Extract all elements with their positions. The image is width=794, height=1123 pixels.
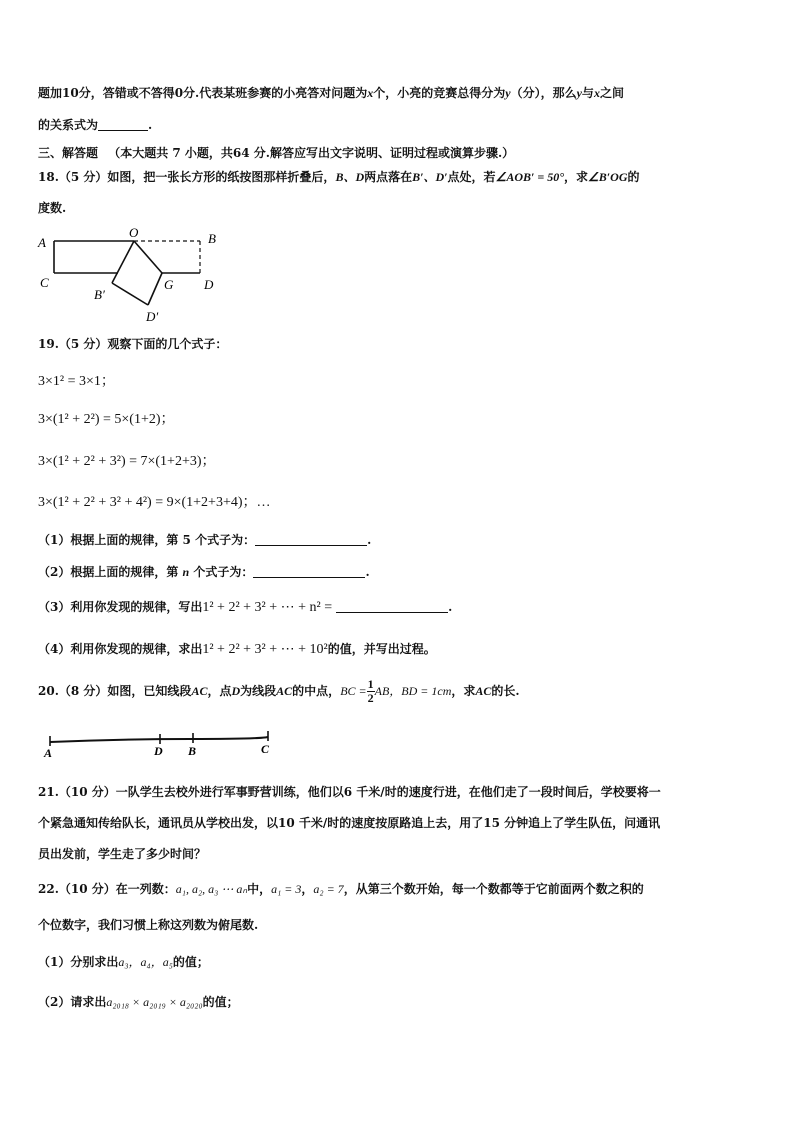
text-fragment: 的值； — [202, 995, 239, 1009]
label-A: A — [38, 235, 46, 250]
text-fragment: （4）利用你发现的规律，求出 — [38, 642, 203, 656]
math-inline: B′、D′ — [412, 170, 448, 184]
text-fragment: 的长. — [491, 684, 520, 698]
text-fragment: （1）分别求出 — [38, 955, 119, 969]
question-number: 18. — [38, 170, 59, 184]
text-fragment: 员出发前，学生走了多少时间？ — [38, 847, 207, 861]
var-y: y — [505, 86, 511, 100]
edge-OB-prime — [112, 241, 134, 283]
prev-question-line2 — [38, 116, 758, 133]
section-desc: （本大题共 7 小题，共64 分.解答应写出文字说明、证明过程或演算步骤.） — [108, 146, 515, 160]
text-fragment: 观察下面的几个式子： — [107, 337, 228, 351]
question-score: （5 分） — [58, 337, 108, 351]
q19-line1 — [38, 335, 758, 352]
label-B: B — [188, 744, 197, 758]
text-fragment: 如图，把一张长方形的纸按图那样折叠后， — [107, 170, 336, 184]
text-fragment: 的中点， — [292, 684, 341, 698]
question-score: （10 分） — [58, 882, 116, 896]
question-number: 19. — [38, 337, 59, 351]
q19-eq3 — [38, 450, 758, 470]
math-inline: ∠B′OG — [588, 170, 628, 184]
text-fragment: （3）利用你发现的规律，写出 — [38, 600, 203, 614]
segment-AC — [50, 737, 268, 742]
label-B: B — [208, 231, 216, 246]
math-inline: 1² + 2² + 3² + ⋯ + n² = — [202, 600, 333, 615]
q18-line1 — [38, 168, 758, 185]
text-fragment: ，求 — [451, 684, 476, 698]
q19-part3 — [38, 598, 758, 616]
label-D: D — [154, 744, 163, 758]
label-C: C — [40, 275, 49, 290]
text-fragment: 的关系式为 — [38, 118, 99, 132]
q22-line2 — [38, 916, 758, 933]
fraction-denominator: 2 — [367, 691, 374, 705]
text-fragment: 的值； — [172, 955, 209, 969]
fraction-numerator: 1 — [367, 677, 374, 691]
label-D: D — [204, 277, 214, 292]
math-inline: AB — [374, 684, 390, 698]
section-heading — [38, 144, 758, 161]
text-fragment: 度数. — [38, 201, 67, 215]
text-fragment: ，点 — [207, 684, 232, 698]
label-G: G — [164, 277, 174, 292]
text-fragment: （分），那么 — [510, 86, 577, 100]
q22-part2 — [38, 993, 758, 1010]
q22-part1 — [38, 953, 758, 970]
text-fragment: . — [367, 533, 372, 547]
equation: 3×1² = 3×1； — [38, 374, 115, 389]
label-C: C — [261, 742, 270, 756]
math-inline: a₁ = 3 — [271, 882, 302, 896]
question-score: （5 分） — [58, 170, 108, 184]
label-D-prime: D′ — [146, 309, 159, 324]
text-fragment: ，从第三个数开始，每一个数都等于它前面两个数之积的 — [343, 882, 644, 896]
math-inline: ∠AOB′ = 50° — [495, 170, 565, 184]
section-title: 三、解答题 — [38, 146, 99, 160]
math-inline: a₂₀₁₈ × a₂₀₁₉ × a₂₀₂₀ — [106, 995, 203, 1009]
math-inline: BC = — [340, 684, 367, 698]
prev-question-line1 — [38, 84, 758, 101]
question-number: 22. — [38, 882, 59, 896]
text-fragment: （2）请求出 — [38, 995, 107, 1009]
fraction-one-half — [367, 678, 375, 705]
text-fragment: 为线段 — [240, 684, 277, 698]
text-fragment: 点处，若 — [447, 170, 496, 184]
answer-blank[interactable] — [253, 565, 365, 578]
math-inline: B、D — [335, 170, 365, 184]
q19-eq4 — [38, 491, 758, 511]
var-n: n — [182, 565, 190, 579]
text-fragment: ，求 — [564, 170, 589, 184]
edge-OG — [134, 241, 162, 273]
text-fragment: 个式子为： — [193, 565, 254, 579]
math-inline: AC — [191, 684, 208, 698]
text-fragment: 个紧急通知传给队长，通讯员从学校出发，以10 千米/时的速度按原路追上去，用了15 分钟追上了学生队伍，问通讯 — [38, 816, 661, 830]
text-fragment: （2）根据上面的规律，第 — [38, 565, 179, 579]
answer-blank[interactable] — [255, 533, 367, 546]
label-O: O — [129, 225, 139, 240]
q20-line1 — [38, 678, 758, 705]
text-fragment: 中， — [247, 882, 272, 896]
q22-line1 — [38, 880, 758, 897]
math-inline: D — [231, 684, 241, 698]
q19-part4 — [38, 640, 758, 658]
equation: 3×(1² + 2² + 3²) = 7×(1+2+3)； — [38, 454, 216, 469]
math-inline: a₁, a₂, a₃ ⋯ aₙ — [175, 882, 248, 896]
label-B-prime: B′ — [94, 287, 105, 302]
math-inline: a₂ = 7 — [313, 882, 344, 896]
math-inline: 1² + 2² + 3² + ⋯ + 10² — [202, 642, 328, 657]
equation: 3×(1² + 2²) = 5×(1+2)； — [38, 412, 175, 427]
var-y: y — [576, 86, 582, 100]
fold-figure — [30, 225, 230, 325]
q19-part1 — [38, 531, 758, 548]
q18-line2 — [38, 199, 758, 216]
math-inline: a₃，a₄，a₅ — [118, 955, 173, 969]
q21-line3 — [38, 845, 758, 862]
text-fragment: 的 — [627, 170, 640, 184]
text-fragment: 题加10分，答错或不答得0分.代表某班参赛的小亮答对问题为 — [38, 86, 368, 100]
text-fragment: . — [365, 565, 370, 579]
segment-figure — [40, 728, 280, 760]
text-fragment: 的值，并写出过程。 — [327, 642, 436, 656]
answer-blank[interactable] — [98, 118, 148, 131]
math-inline: AC — [475, 684, 492, 698]
math-inline: ，BD = 1cm — [389, 684, 452, 698]
text-fragment: （1）根据上面的规律，第 — [38, 533, 179, 547]
q19-eq1 — [38, 370, 758, 390]
text-fragment: 个式子为： — [195, 533, 256, 547]
var-x: x — [593, 86, 600, 100]
text-fragment: ， — [301, 882, 314, 896]
text-fragment: 个位数字，我们习惯上称这列数为俯尾数. — [38, 918, 259, 932]
math-inline: AC — [276, 684, 293, 698]
text-fragment: . — [448, 600, 453, 614]
edge-D-prime-G — [148, 273, 162, 305]
text-fragment: . — [148, 118, 153, 132]
label-A: A — [44, 746, 53, 760]
text-fragment: 在一列数： — [115, 882, 176, 896]
text-fragment: 之间 — [599, 86, 624, 100]
q19-eq2 — [38, 408, 758, 428]
answer-blank[interactable] — [336, 600, 448, 613]
text-fragment: 如图，已知线段 — [107, 684, 192, 698]
edge-B-prime-D-prime — [112, 283, 148, 305]
equation: 3×(1² + 2² + 3² + 4²) = 9×(1+2+3+4)；… — [38, 495, 271, 510]
text-fragment: 一队学生去校外进行军事野营训练，他们以6 千米/时的速度行进，在他们走了一段时间后，学校要将一 — [115, 785, 661, 799]
q19-part2 — [38, 563, 758, 580]
question-number: 21. — [38, 785, 59, 799]
question-score: （8 分） — [58, 684, 108, 698]
text-fragment: 个，小亮的竞赛总得分为 — [373, 86, 506, 100]
q21-line1 — [38, 783, 758, 800]
var-x: x — [367, 86, 374, 100]
q21-line2 — [38, 814, 758, 831]
text-fragment: 两点落在 — [364, 170, 413, 184]
text-fragment: 5 — [182, 533, 191, 547]
question-score: （10 分） — [58, 785, 116, 799]
question-number: 20. — [38, 684, 59, 698]
text-fragment: 与 — [581, 86, 594, 100]
